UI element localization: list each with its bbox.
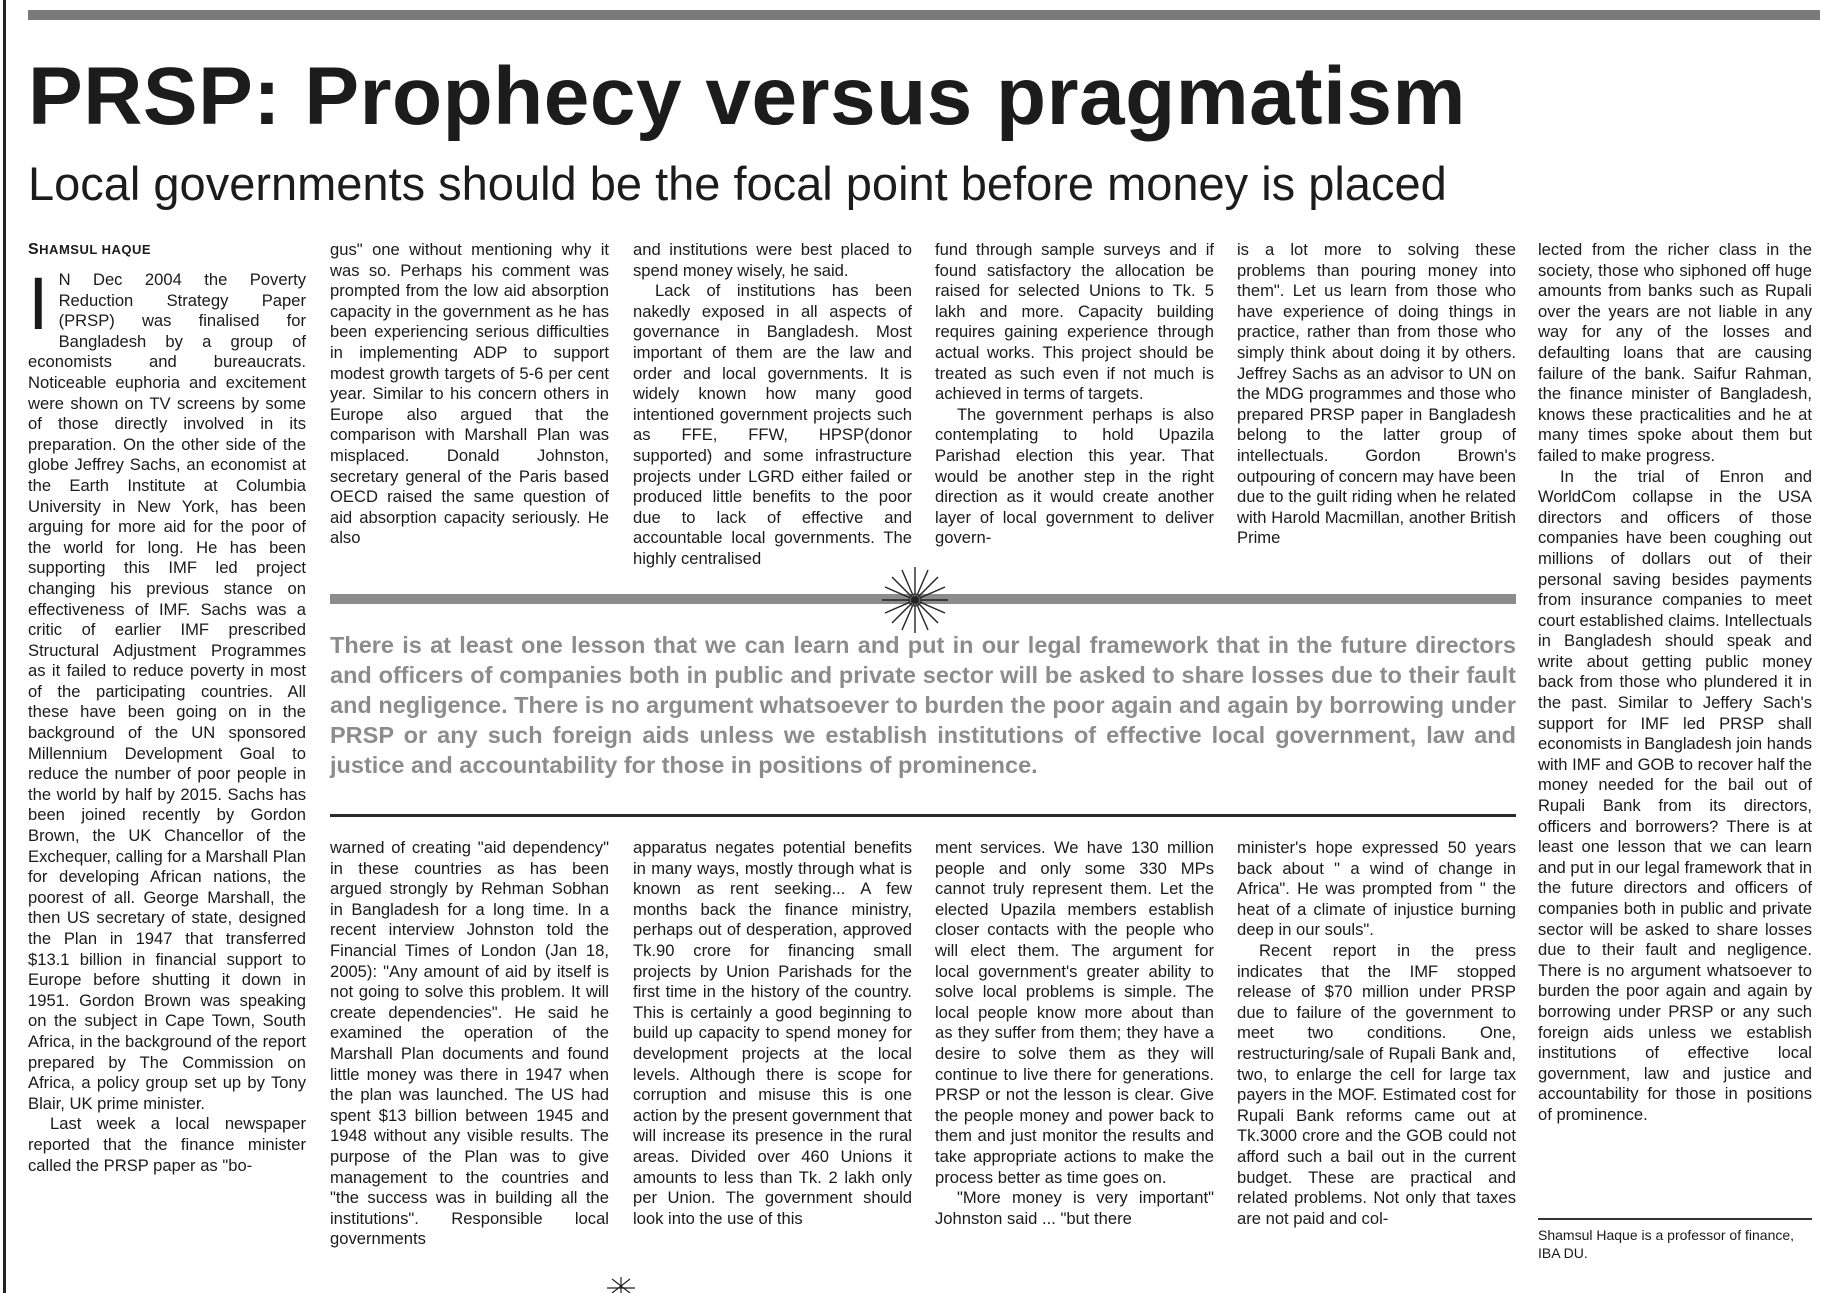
- column-2-top: [330, 240, 609, 570]
- paragraph: Last week a local newspaper reported that the finance minister called the PRSP paper as "bo-: [28, 1114, 306, 1175]
- subheadline: Local governments should be the focal point before money is placed: [28, 157, 1447, 210]
- byline: SHAMSUL HAQUE: [28, 241, 152, 258]
- headline: PRSP: Prophecy versus pragmatism: [28, 51, 1466, 142]
- starburst-icon: [606, 1276, 636, 1293]
- column-3-bottom: [633, 838, 912, 1283]
- author-note-rule: [1538, 1218, 1812, 1220]
- column-4-top: [935, 240, 1214, 570]
- paragraph: Lack of institutions has been nakedly exposed in all aspects of governance in Bangladesh. Most important of them are the law and order and local governments. It is widely known how many good intentioned government projects such as FFE, FFW, HPSP(donor supported) and some infrastructure projects under LGRD either failed or produced little benefits to the poor due to lack of effective and accountable local governments. The highly centralised: [633, 281, 912, 568]
- column-1: [28, 240, 306, 1285]
- paragraph: lected from the richer class in the society, those who siphoned off huge amounts from banks such as Rupali over the years are not liable in any way for any of the losses and defaulting loans that are causing failure of the bank. Saifur Rahman, the finance minister of Bangladesh, knows these practicalities and he at many times spoke about them but failed to make progress.: [1538, 240, 1812, 465]
- left-margin-rule: [3, 0, 6, 1293]
- pullquote: There is at least one lesson that we can learn and put in our legal framework that in the future directors and officers of companies both in public and private sector will be asked to share losses due to their fault and negligence. There is no argument whatsoever to burden the poor again and again by borrowing under PRSP or any such foreign aids unless we establish institutions of effective local government, law and justice and accountability for those in positions of prominence.: [330, 632, 1516, 778]
- author-note: Shamsul Haque is a professor of finance, IBA DU.: [1538, 1227, 1795, 1261]
- top-rule: [28, 10, 1820, 20]
- paragraph: "More money is very important" Johnston said ... "but there: [935, 1188, 1214, 1228]
- column-4-bottom: [935, 838, 1214, 1283]
- paragraph: gus" one without mentioning why it was so. Perhaps his comment was prompted from the low aid absorption capacity in the government as he has been experiencing serious difficulties in implementing ADP to support modest growth targets of 5-6 per cent year. Similar to his concern others in Europe also argued that the comparison with Marshall Plan was misplaced. Donald Johnston, secretary general of the Paris based OECD raised the same question of aid absorption capacity seriously. He also: [330, 240, 609, 548]
- paragraph: The government perhaps is also contemplating to hold Upazila Parishad election this year. That would be another step in the right direction as it would create another layer of local government to deliver govern-: [935, 404, 1214, 548]
- pullquote-bottom-rule: [330, 814, 1516, 817]
- column-5-bottom: [1237, 838, 1516, 1283]
- starburst-icon: [880, 565, 950, 635]
- dropcap: I: [28, 262, 49, 345]
- paragraph: and institutions were best placed to spend money wisely, he said.: [633, 240, 912, 280]
- paragraph: ment services. We have 130 million people and only some 330 MPs cannot truly represent them. Let the elected Upazila members establish closer contacts with the people who will elect them. The argument for local government's greater ability to solve local problems is simple. The local people know more about than as they suffer from them; they have a desire to solve them as they will continue to live there for generations. PRSP or not the lesson is clear. Give the people money and power back to them and just monitor the results and take appropriate actions to make the process better as time goes on.: [935, 838, 1214, 1187]
- column-2-bottom: [330, 838, 609, 1283]
- paragraph: warned of creating "aid dependency" in these countries as has been argued strongly by Rehman Sobhan in Bangladesh for a long time. In a recent interview Johnston told the Financial Times of London (Jan 18, 2005): "Any amount of aid by itself is not going to solve this problem. It will create dependencies". He said he examined the operation of the Marshall Plan documents and found little money was there in 1947 when the plan was launched. The US had spent $13 billion between 1945 and 1948 without any visible results. The purpose of the Plan was to give management to the countries and "the success was in building all the institutions". Responsible local governments: [330, 838, 609, 1249]
- column-3-top: [633, 240, 912, 570]
- column-6: [1538, 240, 1812, 1212]
- paragraph: is a lot more to solving these problems than pouring money into them". Let us learn from those who have experience of doing things in practice, rather than from those who simply think about doing it by others. Jeffrey Sachs as an advisor to UN on the MDG programmes and those who prepared PRSP paper in Bangladesh belong to the latter group of intellectuals. Gordon Brown's outpouring of concern may have been due to the guilt riding when he related with Harold Macmillan, another British Prime: [1237, 240, 1516, 548]
- paragraph: Recent report in the press indicates that the IMF stopped release of $70 million under PRSP due to failure of the government to meet two conditions. One, restructuring/sale of Rupali Bank and, two, to enlarge the cell for large tax payers in the MOF. Estimated cost for Rupali Bank reforms came out at Tk.3000 crore and the GOB could not afford such a bail out in the current budget. These are practical and related problems. Not only that taxes are not paid and col-: [1237, 940, 1516, 1228]
- paragraph: fund through sample surveys and if found satisfactory the allocation be raised for selected Unions to Tk. 5 lakh and more. Capacity building requires gaining experience through actual works. This project should be treated as such even if not much is achieved in terms of targets.: [935, 240, 1214, 404]
- column-5-top: [1237, 240, 1516, 570]
- paragraph: apparatus negates potential benefits in many ways, mostly through what is known as rent seeking... A few months back the finance ministry, perhaps out of desperation, approved Tk.90 crore for financing small projects by Union Parishads for the first time in the history of the country. This is certainly a good beginning to build up capacity to spend money for development projects at the local levels. Although there is scope for corruption and misuse this is one action by the present government that will increase its presence in the rural areas. Divided over 460 Unions it amounts to less than Tk. 2 lakh only per Union. The government should look into the use of this: [633, 838, 912, 1228]
- paragraph: minister's hope expressed 50 years back about " a wind of change in Africa". He was prompted from " the heat of a climate of injustice burning deep in our souls".: [1237, 838, 1516, 940]
- paragraph: In the trial of Enron and WorldCom collapse in the USA directors and officers of those companies have been coughing out millions of dollars out of their personal saving besides payments from insurance companies to meet court established claims. Intellectuals in Bangladesh should speak and write about getting public money back from those who plundered it in the past. Similar to Jeffery Sach's support for IMF led PRSP shall economists in Bangladesh join hands with IMF and GOB to recover half the money needed for the bail out of Rupali Bank from its directors, officers and borrowers? There is at least one lesson that we can learn and put in our legal framework that in the future directors and officers of companies both in public and private sector will be asked to share losses due to their fault and negligence. There is no argument whatsoever to burden the poor again and again by borrowing under PRSP or any such foreign aids unless we establish institutions of effective local government, law and justice and accountability for those in positions of prominence.: [1538, 466, 1812, 1124]
- paragraph: I N Dec 2004 the Poverty Reduction Strategy Paper (PRSP) was finalised for Bangladesh by a group of economists and bureaucrats. Noticeable euphoria and excitement were shown on TV screens by some of those directly involved in its preparation. On the other side of the globe Jeffrey Sachs, an economist at the Earth Institute at Columbia University in New York, has been arguing for more aid for the poor of the world for long. He has been supporting this IMF led project changing his previous stance on effectiveness of IMF. Sachs was a critic of earlier IMF prescribed Structural Adjustment Programmes as it failed to reduce poverty in most of the participating countries. All these have been going on in the background of the UN sponsored Millennium Development Goal to reduce the number of poor people in the world by half by 2015. Sachs has been joined recently by Gordon Brown, the UK Chancellor of the Exchequer, calling for a Marshall Plan for developing African nations, the poorest of all. George Marshall, the then US secretary of state, designed the Plan in 1947 that transferred $13.1 billion in financial support to Europe before shutting it down in 1951. Gordon Brown was speaking on the subject in Cape Town, South Africa, in the background of the report prepared by The Commission on Africa, a policy group set up by Tony Blair, UK prime minister.: [28, 262, 306, 1113]
